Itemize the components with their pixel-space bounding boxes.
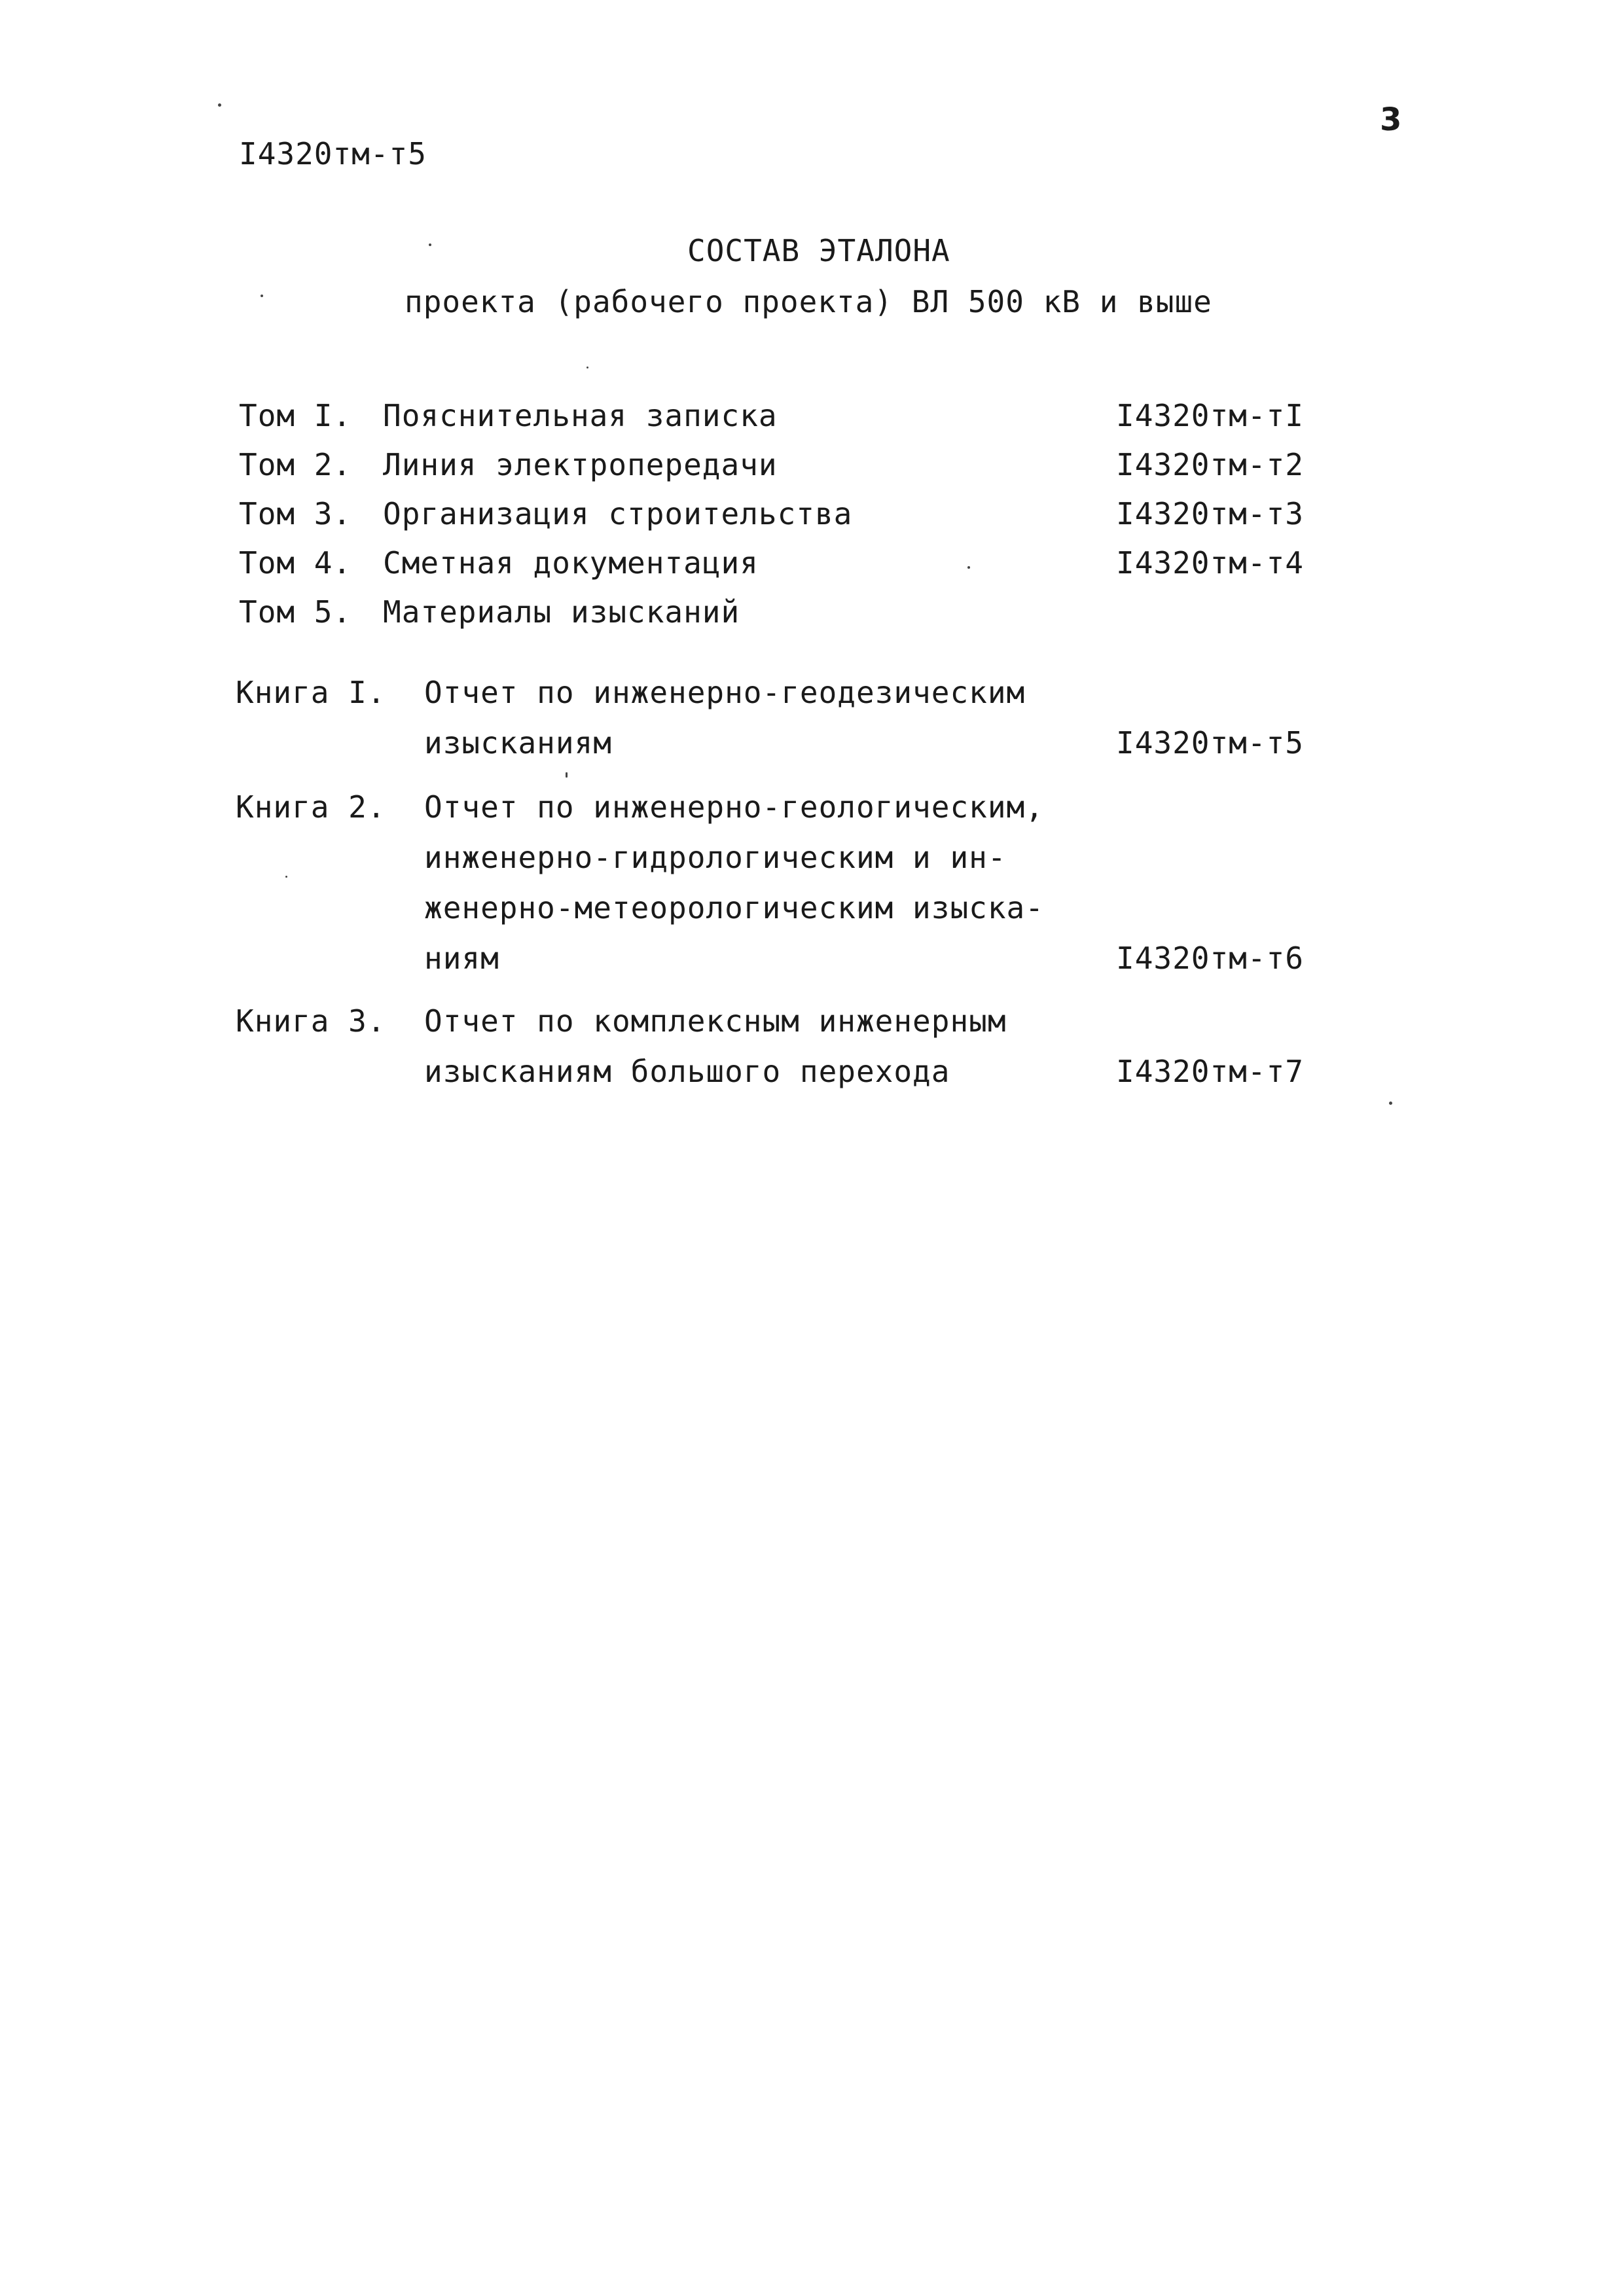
volume-code: I4320тм-т2 — [1116, 447, 1304, 482]
book-label: Книга I. — [236, 675, 386, 710]
volume-title: Организация строительства — [383, 496, 853, 531]
document-code: I4320тм-т5 — [239, 136, 427, 171]
scan-speck — [429, 243, 431, 246]
scan-speck — [586, 367, 588, 368]
volume-label: Том I. — [239, 398, 352, 433]
volume-label: Том 5. — [239, 594, 352, 630]
scan-speck — [967, 566, 970, 569]
book-title-line: ниям — [424, 941, 499, 976]
book-title-line: инженерно-гидрологическим и ин- — [424, 840, 1007, 875]
volume-code: I4320тм-тI — [1116, 398, 1304, 433]
volume-code: I4320тм-т3 — [1116, 496, 1304, 531]
book-title-line: изысканиям — [424, 725, 612, 761]
book-code: I4320тм-т5 — [1116, 725, 1304, 761]
volume-title: Сметная документация — [383, 545, 759, 581]
volume-title: Материалы изысканий — [383, 594, 740, 630]
volume-label: Том 4. — [239, 545, 352, 581]
volume-code: I4320тм-т4 — [1116, 545, 1304, 581]
book-title-line: изысканиям большого перехода — [424, 1054, 950, 1089]
book-title-line: женерно-метеорологическим изыска- — [424, 890, 1044, 925]
book-label: Книга 2. — [236, 789, 386, 825]
scan-speck — [285, 876, 287, 878]
book-title-line: Отчет по инженерно-геологическим, — [424, 789, 1044, 825]
document-subtitle: проекта (рабочего проекта) ВЛ 500 кВ и выше — [405, 284, 1212, 319]
book-label: Книга 3. — [236, 1003, 386, 1039]
book-title-line: Отчет по комплексным инженерным — [424, 1003, 1007, 1039]
scan-speck — [218, 103, 221, 107]
book-title-line: Отчет по инженерно-геодезическим — [424, 675, 1026, 710]
book-code: I4320тм-т6 — [1116, 941, 1304, 976]
volume-label: Том 2. — [239, 447, 352, 482]
book-code: I4320тм-т7 — [1116, 1054, 1304, 1089]
volume-label: Том 3. — [239, 496, 352, 531]
scan-speck — [1389, 1102, 1392, 1105]
document-title: СОСТАВ ЭТАЛОНА — [687, 233, 950, 268]
scan-speck — [261, 295, 263, 297]
volume-title: Линия электропередачи — [383, 447, 778, 482]
volume-title: Пояснительная записка — [383, 398, 778, 433]
scan-speck — [566, 772, 568, 778]
page-number: 3 — [1380, 101, 1402, 138]
